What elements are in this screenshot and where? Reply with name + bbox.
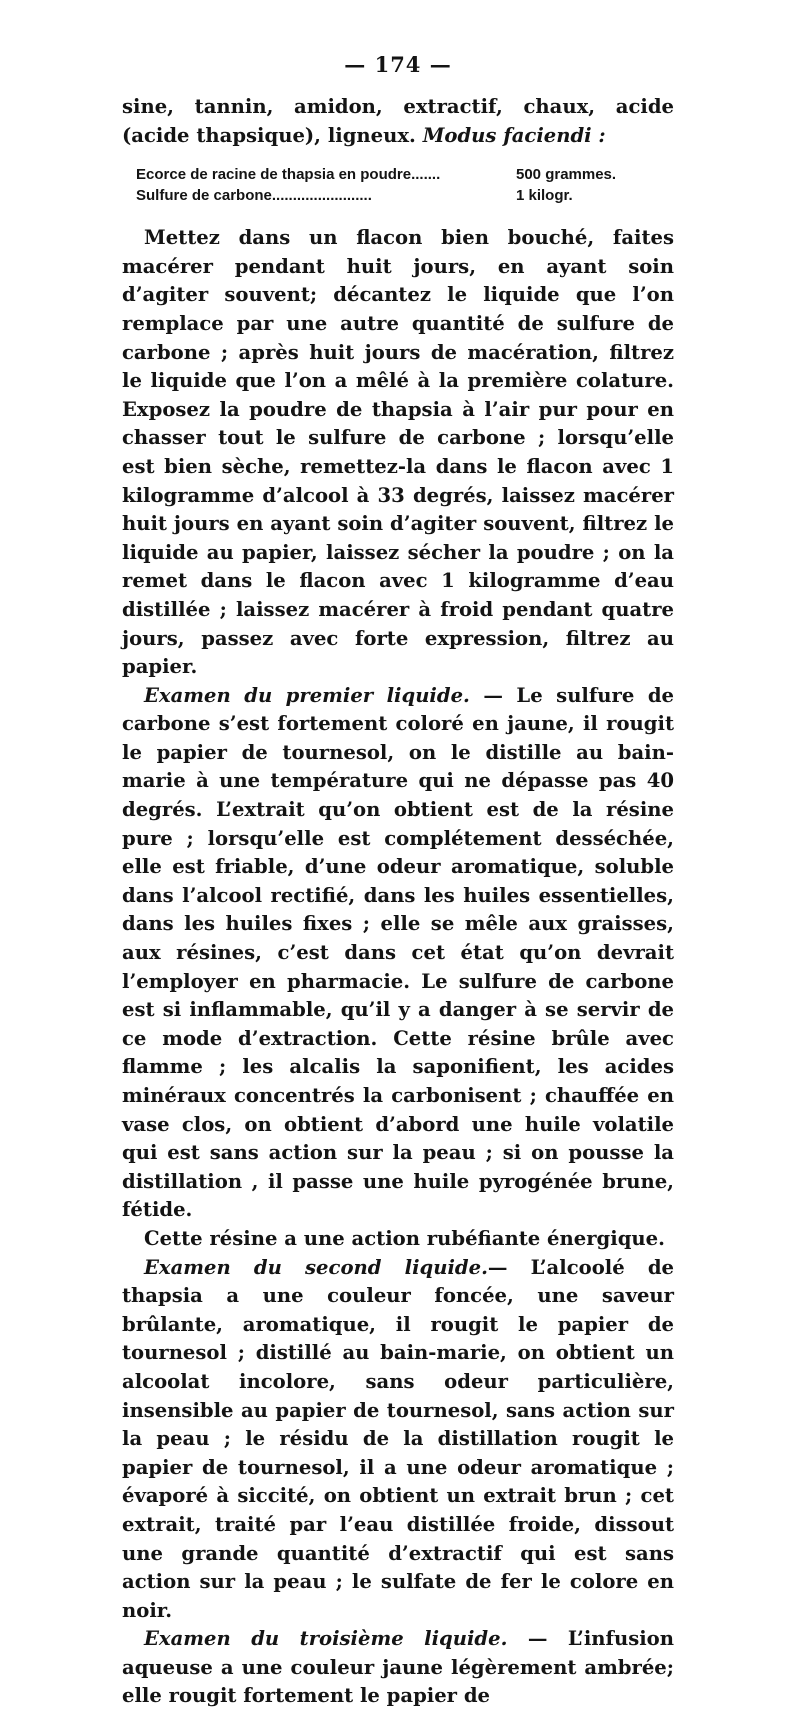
intro-text: sine, tannin, amidon, extractif, chaux, acide (acide thapsique), ligneux. [122, 95, 674, 147]
paragraph-resin-action: Cette résine a une action rubéfiante énergique. [144, 1226, 665, 1250]
paragraph-third-liquid [122, 1625, 674, 1711]
paragraph-second-liquid [122, 1254, 674, 1626]
formula-item: Sulfure de carbone........................ [136, 187, 372, 205]
page-number: — 174 — [344, 52, 452, 77]
paragraph-first-liquid-text: — Le sulfure de carbone s’est fortement coloré en jaune, il rougit le papier de tournesol, on le distille au bain-marie à une température qui ne dépasse pas 40 degrés. L’extrait qu’on obtient est de la résine pure ; lorsqu’elle est complétement desséchée, elle est friable, d’une odeur aromatique, soluble dans l’alcool rectifié, dans les huiles essentielles, dans les huiles fixes ; elle se mêle aux graisses, aux résines, c’est dans cet état qu’on devrait l’employer en pharmacie. Le sulfure de carbone est si inflammable, qu’il y a danger à se servir de ce mode d’extraction. Cette résine brûle avec flamme ; les alcalis la saponifient, les acides minéraux concentrés la carbonisent ; chauffée en vase clos, on obtient d’abord une huile volatile qui est sans action sur la peau ; si on pousse la distillation , il passe une huile pyrogénée brune, fétide. [122, 683, 674, 1222]
intro-paragraph [122, 93, 674, 150]
paragraph-first-liquid [122, 682, 674, 1225]
section-title-second-liquid: Examen du second liquide. [144, 1255, 488, 1279]
formula-quantity: 1 kilogr. [516, 187, 573, 205]
paragraph-third-liquid-text: — L’infusion aqueuse a une couleur jaune légèrement ambrée; elle rougit fortement le papier de [122, 1627, 674, 1708]
intro-label: Modus faciendi : [422, 123, 606, 147]
section-title-third-liquid: Examen du troisième liquide. [144, 1627, 508, 1651]
formula-quantity: 500 grammes. [516, 166, 617, 184]
formula-item: Ecorce de racine de thapsia en poudre....... [136, 166, 441, 184]
formula-list [136, 164, 674, 206]
section-title-first-liquid: Examen du premier liquide. [144, 683, 470, 707]
formula-row [136, 185, 674, 206]
paragraph-second-liquid-text: — L’alcoolé de thapsia a une couleur foncée, une saveur brûlante, aromatique, il rougit le papier de tournesol ; distillé au bain-marie, on obtient un alcoolat incolore, sans odeur particulière, insensible au papier de tournesol, sans action sur la peau ; le résidu de la distillation rougit le papier de tournesol, il a une odeur aromatique ; évaporé à siccité, on obtient un extrait brun ; cet extrait, traité par l’eau distillée froide, dissout une grande quantité d’extractif qui est sans action sur la peau ; le sulfate de fer le colore en noir. [122, 1255, 675, 1622]
formula-row [136, 164, 674, 185]
paragraph-procedure: Mettez dans un flacon bien bouché, faites macérer pendant huit jours, en ayant soin d’agiter souvent; décantez le liquide que l’on remplace par une autre quantité de sulfure de carbone ; après huit jours de macération, filtrez le liquide que l’on a mêlé à la première colature. Exposez la poudre de thapsia à l’air pur pour en chasser tout le sulfure de carbone ; lorsqu’elle est bien sèche, remettez-la dans le flacon avec 1 kilogramme d’alcool à 33 degrés, laissez macérer huit jours en ayant soin d’agiter souvent, filtrez le liquide au papier, laissez sécher la poudre ; on la remet dans le flacon avec 1 kilogramme d’eau distillée ; laissez macérer à froid pendant quatre jours, passez avec forte expression, filtrez au papier. [122, 226, 674, 679]
